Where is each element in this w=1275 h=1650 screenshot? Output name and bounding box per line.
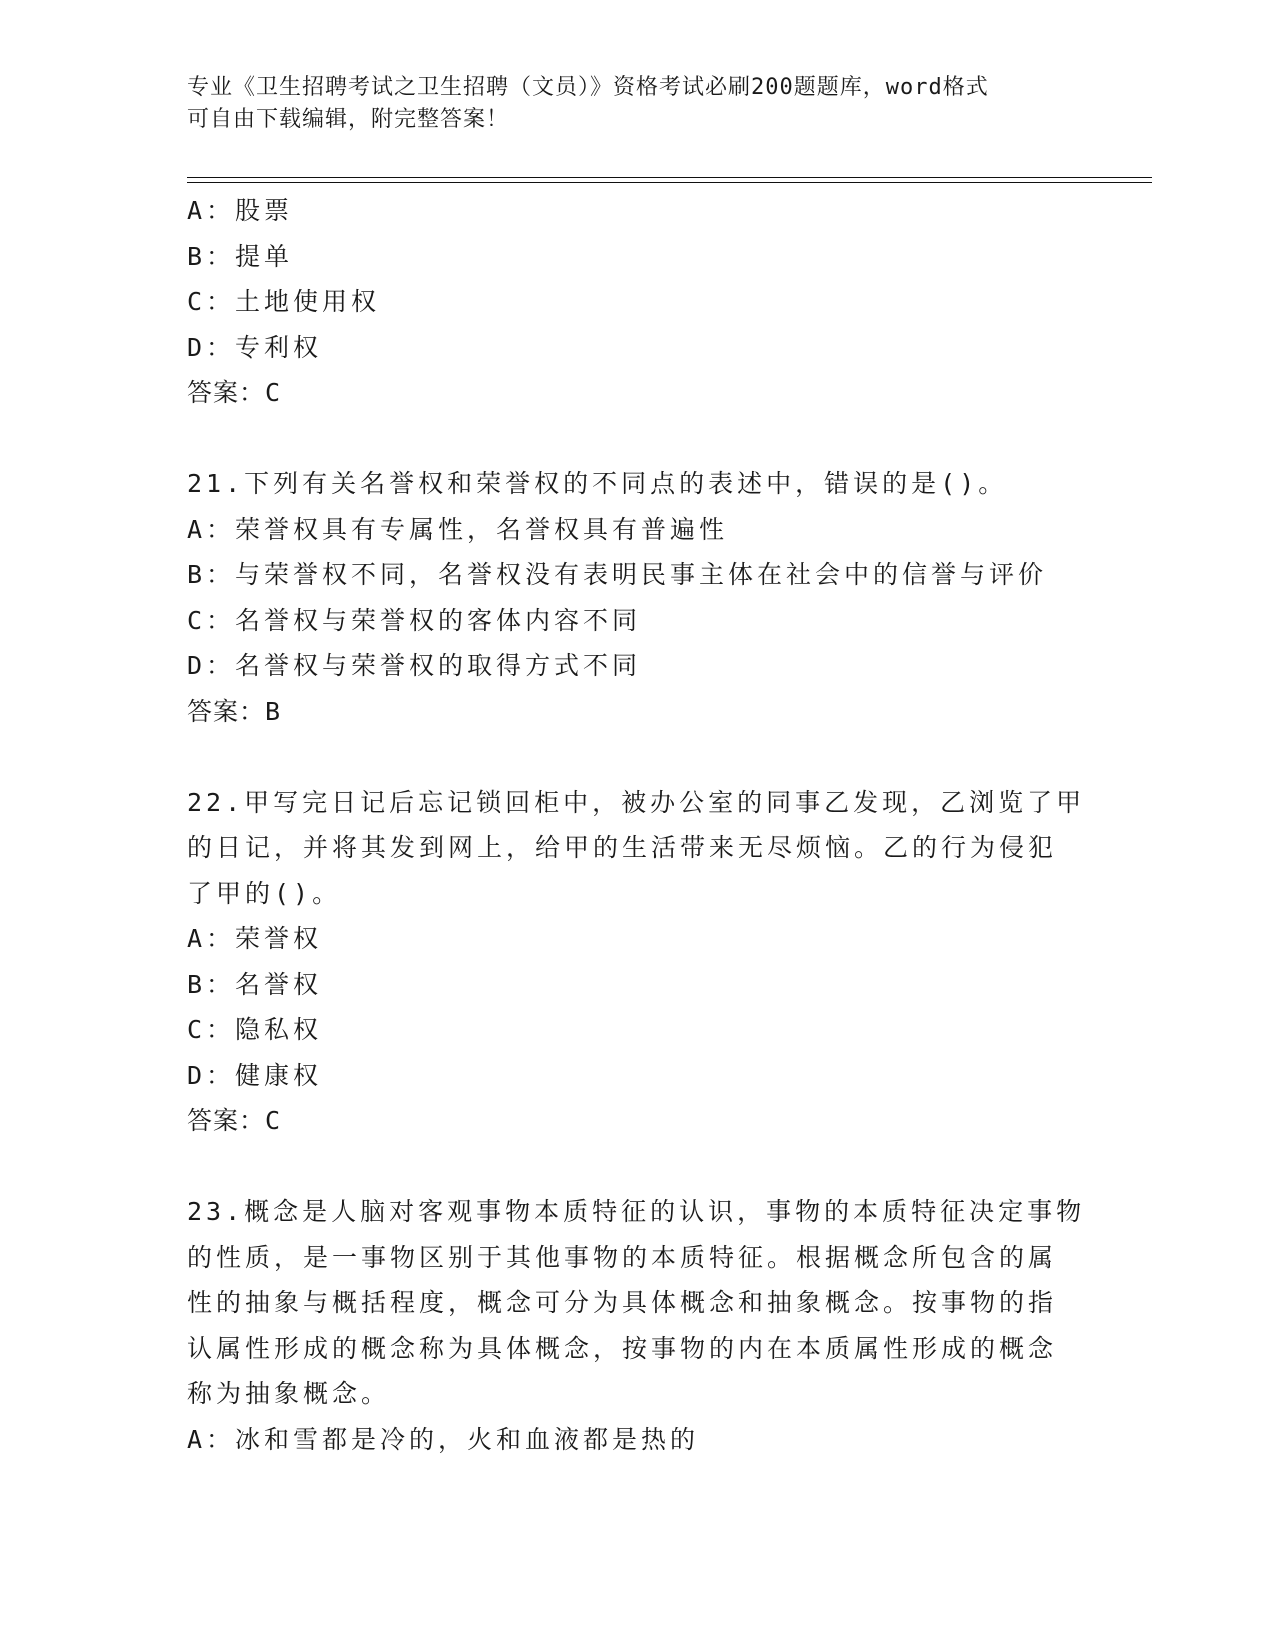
spacer (187, 1144, 1087, 1190)
answer-label: 答案：B (187, 696, 282, 726)
spacer (187, 734, 1087, 780)
question-stem: 的日记，并将其发到网上，给甲的生活带来无尽烦恼。乙的行为侵犯 (187, 833, 1058, 862)
question-stem: 23.概念是人脑对客观事物本质特征的认识，事物的本质特征决定事物 (187, 1197, 1086, 1226)
header-divider-bottom (187, 182, 1152, 183)
option-d: D：名誉权与荣誉权的取得方式不同 (187, 651, 642, 680)
option-a: A：股票 (187, 196, 294, 225)
answer-label: 答案：C (187, 378, 282, 407)
option-c: C：隐私权 (187, 1015, 323, 1044)
option-a: A：冰和雪都是冷的，火和血液都是热的 (187, 1424, 700, 1454)
question-stem: 21.下列有关名誉权和荣誉权的不同点的表述中，错误的是()。 (187, 469, 1008, 498)
question-list (187, 188, 1087, 1462)
question-block-21 (187, 461, 1087, 734)
option-b: B：名誉权 (187, 969, 323, 999)
question-stem: 22.甲写完日记后忘记锁回柜中，被办公室的同事乙发现，乙浏览了甲 (187, 787, 1086, 817)
document-header (187, 72, 1087, 136)
option-d: D：健康权 (187, 1060, 323, 1090)
spacer (187, 416, 1087, 462)
option-a: A：荣誉权 (187, 924, 323, 953)
answer-label: 答案：C (187, 1106, 282, 1135)
question-stem: 了甲的()。 (187, 878, 342, 908)
option-b: B：与荣誉权不同，名誉权没有表明民事主体在社会中的信誉与评价 (187, 560, 1048, 589)
option-c: C：土地使用权 (187, 287, 381, 316)
question-block-22 (187, 780, 1087, 1144)
option-c: C：名誉权与荣誉权的客体内容不同 (187, 605, 642, 635)
question-stem: 认属性形成的概念称为具体概念，按事物的内在本质属性形成的概念 (187, 1333, 1058, 1363)
question-stem: 的性质，是一事物区别于其他事物的本质特征。根据概念所包含的属 (187, 1242, 1058, 1272)
header-line-1: 专业《卫生招聘考试之卫生招聘（文员）》资格考试必刷200题题库，word格式 (187, 75, 989, 100)
question-block-23 (187, 1189, 1087, 1462)
option-a: A：荣誉权具有专属性，名誉权具有普遍性 (187, 514, 729, 544)
question-stem: 性的抽象与概括程度，概念可分为具体概念和抽象概念。按事物的指 (187, 1288, 1058, 1317)
option-b: B：提单 (187, 241, 294, 271)
header-divider-top (187, 177, 1152, 178)
question-stem: 称为抽象概念。 (187, 1379, 391, 1408)
option-d: D：专利权 (187, 332, 323, 362)
header-line-2: 可自由下载编辑，附完整答案！ (187, 107, 510, 132)
question-block-20 (187, 188, 1087, 416)
